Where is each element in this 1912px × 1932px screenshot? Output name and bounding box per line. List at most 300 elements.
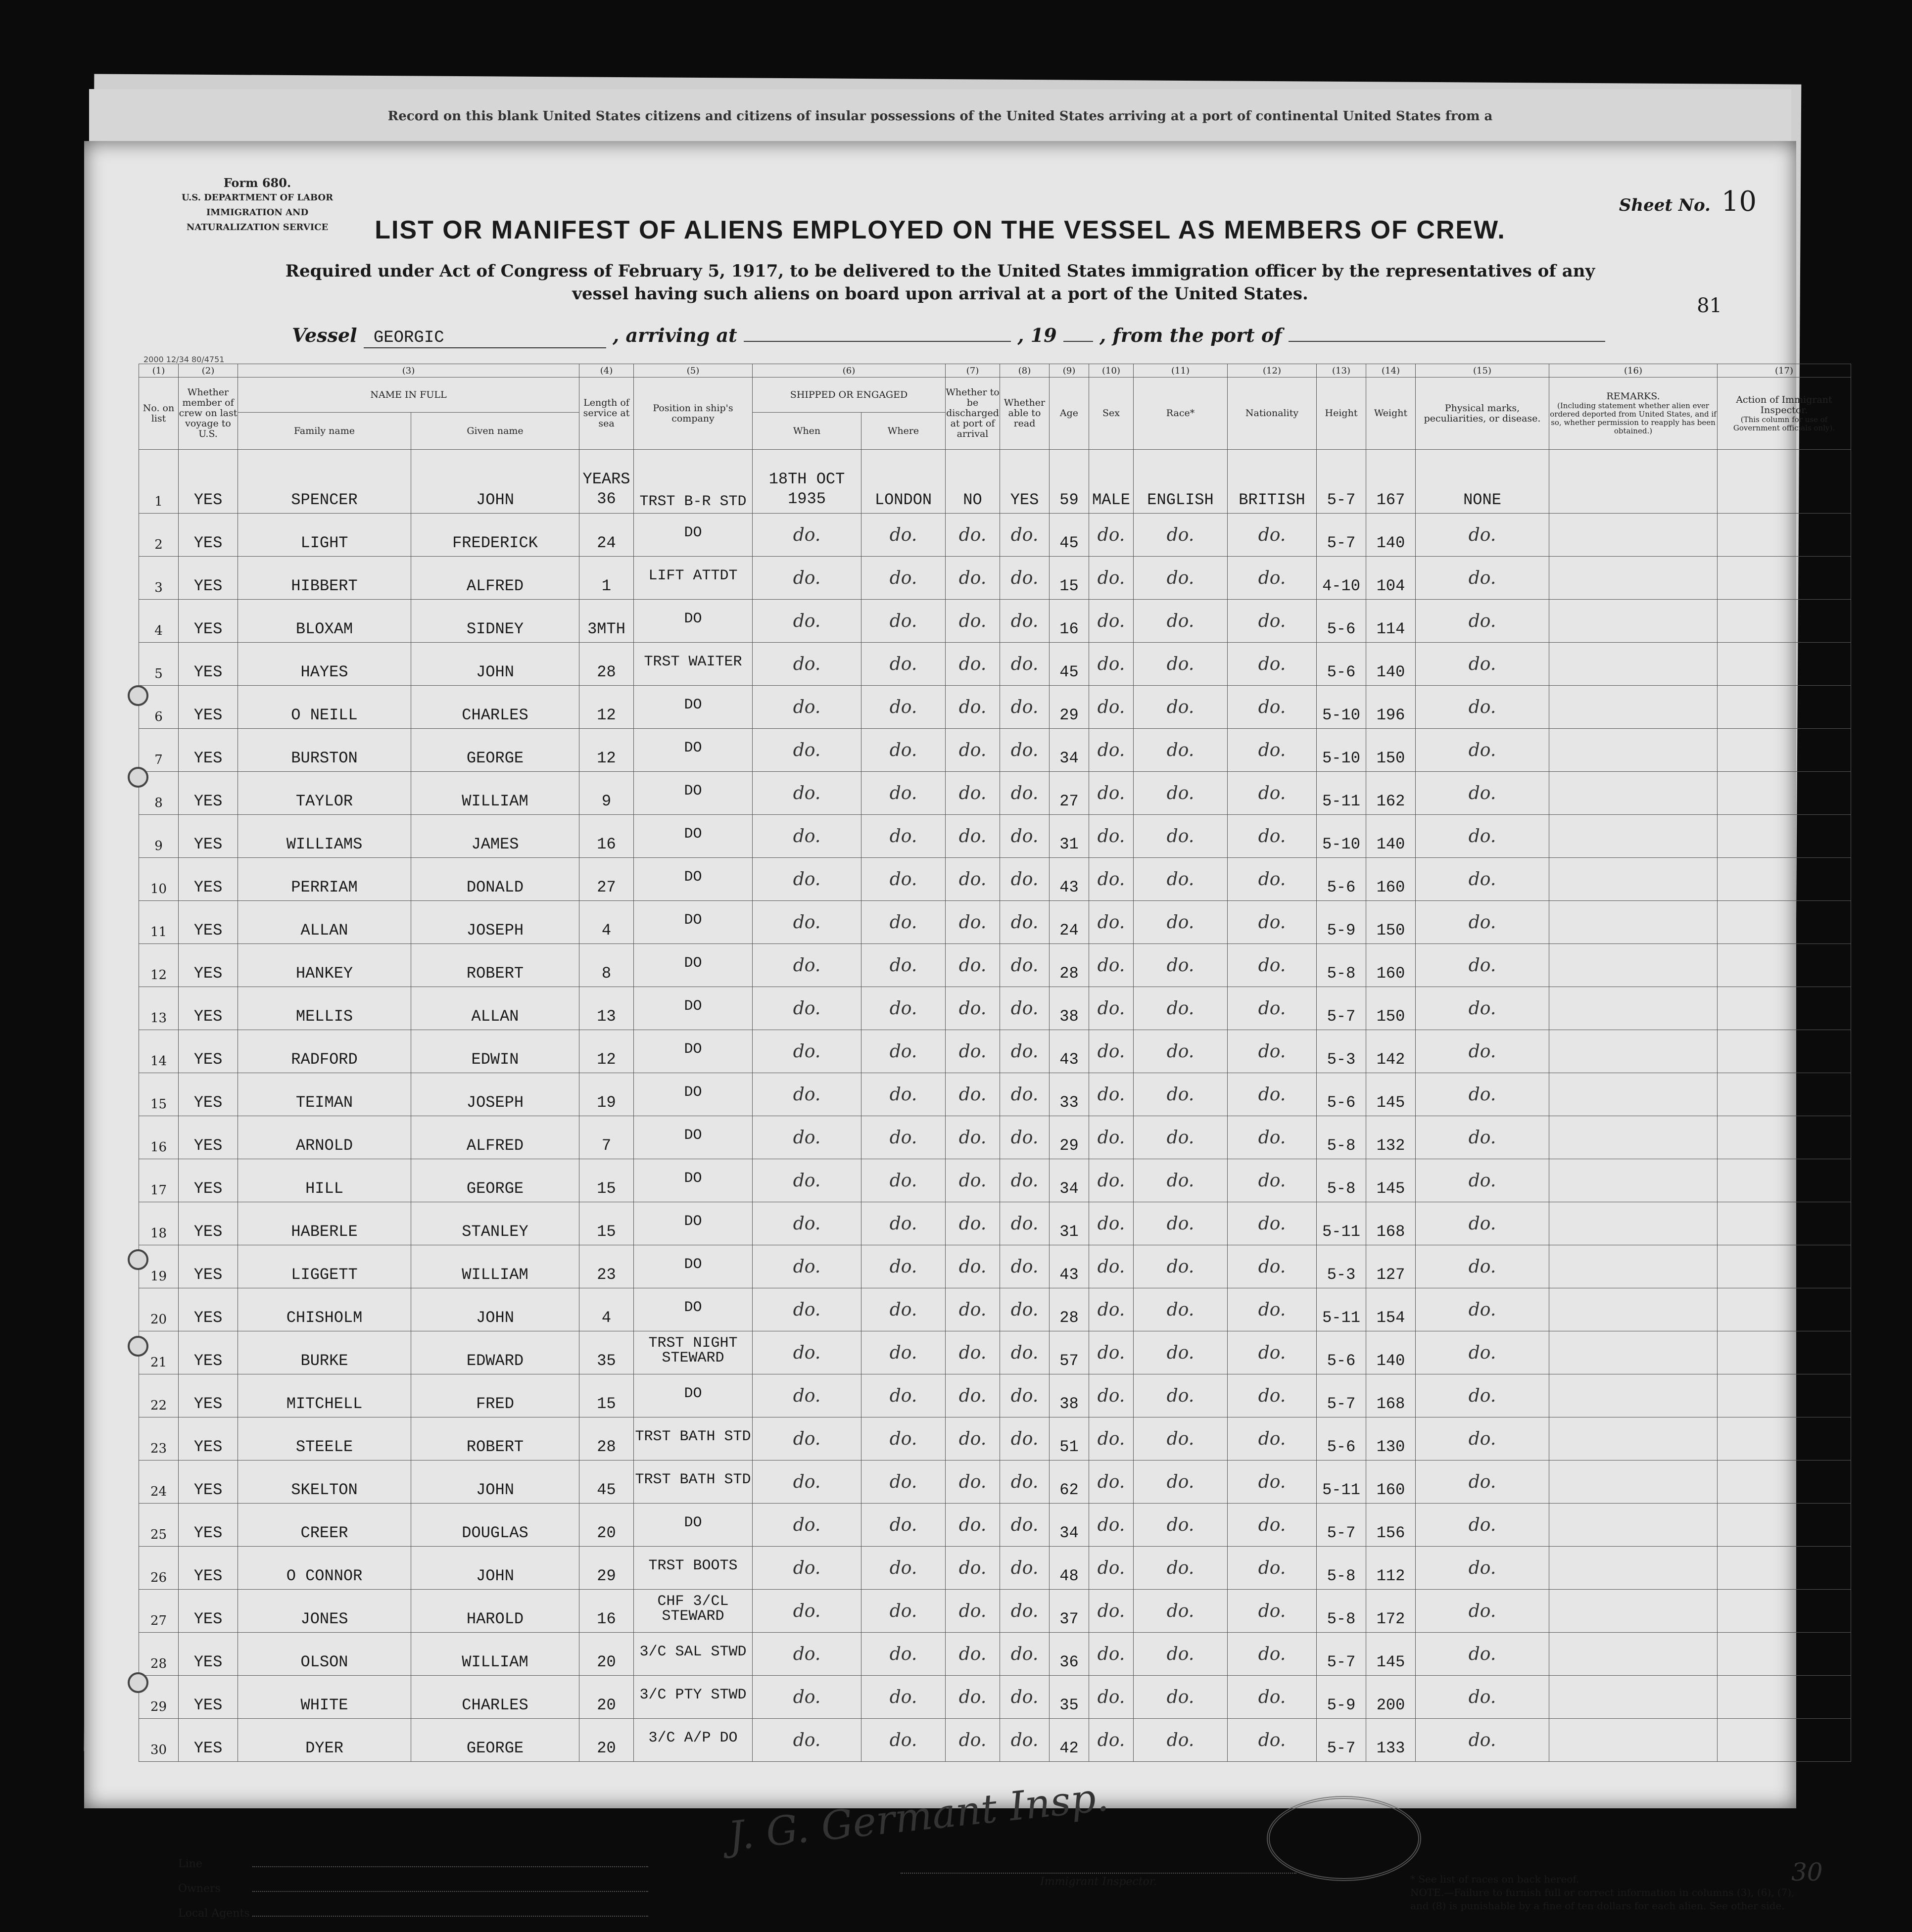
cell-nationality: do.	[1228, 1030, 1317, 1073]
cell-race: do.	[1134, 1504, 1228, 1547]
cell-action	[1718, 514, 1851, 557]
cell-weight: 127	[1366, 1245, 1416, 1288]
cell-physical: do.	[1416, 1676, 1549, 1719]
cell-where: do.	[861, 772, 946, 815]
cell-read: do.	[1000, 1590, 1050, 1633]
table-row	[139, 729, 1851, 772]
cell-position: CHF 3/CL STEWARD	[634, 1590, 753, 1633]
cell-height: 5-7	[1317, 1504, 1366, 1547]
table-row	[139, 987, 1851, 1030]
cell-action	[1718, 1719, 1851, 1762]
header-action-title: Action of Immigrant Inspector.	[1736, 394, 1832, 416]
vessel-label: Vessel	[292, 324, 357, 346]
cell-action	[1718, 1030, 1851, 1073]
cell-read: do.	[1000, 858, 1050, 901]
crew-rows	[139, 450, 1851, 1762]
cell-age: 51	[1050, 1417, 1089, 1461]
cell-no: 9	[139, 815, 179, 858]
cell-read: do.	[1000, 1030, 1050, 1073]
cell-length: 15	[579, 1374, 634, 1417]
cell-family: LIGGETT	[238, 1245, 411, 1288]
cell-nationality: do.	[1228, 643, 1317, 686]
col-num: (4)	[579, 364, 634, 377]
cell-sex: do.	[1089, 1504, 1134, 1547]
cell-family: HILL	[238, 1159, 411, 1202]
header-remarks	[1549, 377, 1718, 450]
cell-race: do.	[1134, 944, 1228, 987]
cell-member: YES	[179, 1374, 238, 1417]
cell-height: 5-7	[1317, 1633, 1366, 1676]
cell-position: 3/C A/P DO	[634, 1719, 753, 1762]
cell-position: DO	[634, 1288, 753, 1331]
cell-position: DO	[634, 1504, 753, 1547]
cell-where: do.	[861, 987, 946, 1030]
print-reference: 2000 12/34 80/4751	[143, 355, 225, 364]
cell-action	[1718, 1288, 1851, 1331]
cell-family: DYER	[238, 1719, 411, 1762]
cell-discharged: do.	[946, 1676, 1000, 1719]
cell-position: TRST NIGHT STEWARD	[634, 1331, 753, 1374]
header-weight: Weight	[1366, 377, 1416, 450]
header-age: Age	[1050, 377, 1089, 450]
cell-member: YES	[179, 1159, 238, 1202]
from-port-label: , from the port of	[1099, 324, 1282, 346]
cell-nationality: do.	[1228, 944, 1317, 987]
cell-given: WILLIAM	[411, 772, 579, 815]
cell-length: 13	[579, 987, 634, 1030]
cell-nationality: BRITISH	[1228, 450, 1317, 514]
cell-member: YES	[179, 1116, 238, 1159]
cell-sex: do.	[1089, 1073, 1134, 1116]
cell-physical: do.	[1416, 1590, 1549, 1633]
cell-position: DO	[634, 1116, 753, 1159]
cell-no: 8	[139, 772, 179, 815]
cell-physical: do.	[1416, 1202, 1549, 1245]
cell-weight: 160	[1366, 1461, 1416, 1504]
cell-age: 24	[1050, 901, 1089, 944]
cell-no: 5	[139, 643, 179, 686]
cell-member: YES	[179, 1547, 238, 1590]
cell-remarks	[1549, 1719, 1718, 1762]
cell-sex: do.	[1089, 901, 1134, 944]
header-name-in-full: NAME IN FULL	[238, 377, 579, 413]
line-blank	[252, 1866, 648, 1867]
cell-action	[1718, 1417, 1851, 1461]
cell-discharged: do.	[946, 1590, 1000, 1633]
table-row	[139, 1676, 1851, 1719]
header-no-on-list: No. on list	[139, 377, 179, 450]
cell-length: 12	[579, 1030, 634, 1073]
cell-nationality: do.	[1228, 1461, 1317, 1504]
header-when: When	[753, 413, 861, 450]
footer-line	[178, 1858, 648, 1883]
cell-family: CREER	[238, 1504, 411, 1547]
cell-nationality: do.	[1228, 1504, 1317, 1547]
cell-height: 5-8	[1317, 944, 1366, 987]
cell-no: 22	[139, 1374, 179, 1417]
cell-given: ALFRED	[411, 1116, 579, 1159]
col-num: (15)	[1416, 364, 1549, 377]
cell-when: do.	[753, 1374, 861, 1417]
cell-position: TRST BATH STD	[634, 1417, 753, 1461]
cell-length: 20	[579, 1719, 634, 1762]
cell-member: YES	[179, 1504, 238, 1547]
cell-given: CHARLES	[411, 1676, 579, 1719]
cell-family: HAYES	[238, 643, 411, 686]
cell-age: 16	[1050, 600, 1089, 643]
cell-weight: 133	[1366, 1719, 1416, 1762]
cell-physical: do.	[1416, 1719, 1549, 1762]
cell-remarks	[1549, 1504, 1718, 1547]
cell-family: HANKEY	[238, 944, 411, 987]
cell-age: 43	[1050, 1030, 1089, 1073]
cell-length: 20	[579, 1504, 634, 1547]
cell-where: do.	[861, 1461, 946, 1504]
corner-mark: 30	[1791, 1858, 1823, 1886]
cell-length: 24	[579, 514, 634, 557]
cell-given: JOHN	[411, 1288, 579, 1331]
cell-member: YES	[179, 1461, 238, 1504]
cell-member: YES	[179, 815, 238, 858]
cell-age: 31	[1050, 1202, 1089, 1245]
cell-remarks	[1549, 1374, 1718, 1417]
cell-weight: 196	[1366, 686, 1416, 729]
cell-family: O CONNOR	[238, 1547, 411, 1590]
cell-sex: do.	[1089, 643, 1134, 686]
cell-nationality: do.	[1228, 1590, 1317, 1633]
cell-read: do.	[1000, 1331, 1050, 1374]
cell-no: 1	[139, 450, 179, 514]
binder-ring	[128, 1672, 148, 1693]
cell-where: do.	[861, 944, 946, 987]
cell-when: do.	[753, 987, 861, 1030]
manifest-sheet	[84, 141, 1835, 1920]
cell-height: 5-6	[1317, 1073, 1366, 1116]
service-name: IMMIGRATION AND NATURALIZATION SERVICE	[186, 207, 329, 233]
cell-weight: 156	[1366, 1504, 1416, 1547]
col-num: (1)	[139, 364, 179, 377]
cell-weight: 160	[1366, 858, 1416, 901]
cell-weight: 167	[1366, 450, 1416, 514]
binder-ring	[128, 685, 148, 706]
when-line-1: 18TH OCT	[768, 470, 845, 488]
cell-where: do.	[861, 1245, 946, 1288]
cell-age: 57	[1050, 1331, 1089, 1374]
cell-height: 5-7	[1317, 987, 1366, 1030]
cell-weight: 112	[1366, 1547, 1416, 1590]
cell-member: YES	[179, 1719, 238, 1762]
cell-position: TRST B-R STD	[634, 450, 753, 514]
cell-weight: 145	[1366, 1633, 1416, 1676]
cell-when: do.	[753, 1547, 861, 1590]
cell-physical: do.	[1416, 1159, 1549, 1202]
cell-when: do.	[753, 1245, 861, 1288]
cell-no: 17	[139, 1159, 179, 1202]
cell-height: 5-10	[1317, 686, 1366, 729]
cell-length: 20	[579, 1676, 634, 1719]
col-num: (3)	[238, 364, 579, 377]
cell-height: 5-11	[1317, 1202, 1366, 1245]
cell-remarks	[1549, 858, 1718, 901]
cell-position: TRST WAITER	[634, 643, 753, 686]
cell-when: do.	[753, 1676, 861, 1719]
table-row	[139, 1417, 1851, 1461]
cell-height: 5-10	[1317, 815, 1366, 858]
cell-no: 23	[139, 1417, 179, 1461]
when-line-2: 1935	[788, 490, 826, 508]
cell-read: do.	[1000, 1288, 1050, 1331]
cell-discharged: do.	[946, 1159, 1000, 1202]
cell-read: do.	[1000, 557, 1050, 600]
cell-given: ALLAN	[411, 987, 579, 1030]
cell-no: 11	[139, 901, 179, 944]
cell-length: 16	[579, 815, 634, 858]
cell-height: 5-9	[1317, 1676, 1366, 1719]
cell-no: 27	[139, 1590, 179, 1633]
cell-family: LIGHT	[238, 514, 411, 557]
cell-physical: NONE	[1416, 450, 1549, 514]
col-num: (7)	[946, 364, 1000, 377]
cell-where: do.	[861, 815, 946, 858]
cell-given: JOHN	[411, 450, 579, 514]
cell-length: 16	[579, 1590, 634, 1633]
cell-race: do.	[1134, 557, 1228, 600]
cell-age: 45	[1050, 514, 1089, 557]
header-shipped-engaged: SHIPPED OR ENGAGED	[753, 377, 946, 413]
cell-when: do.	[753, 1159, 861, 1202]
cell-age: 45	[1050, 643, 1089, 686]
year-label: , 19	[1017, 324, 1057, 346]
cell-race: do.	[1134, 1374, 1228, 1417]
cell-age: 43	[1050, 1245, 1089, 1288]
cell-weight: 130	[1366, 1417, 1416, 1461]
cell-age: 62	[1050, 1461, 1089, 1504]
cell-no: 7	[139, 729, 179, 772]
page-number: 81	[1697, 294, 1722, 317]
cell-family: STEELE	[238, 1417, 411, 1461]
cell-member: YES	[179, 450, 238, 514]
cell-physical: do.	[1416, 729, 1549, 772]
cell-no: 29	[139, 1676, 179, 1719]
col-num: (17)	[1718, 364, 1851, 377]
cell-sex: do.	[1089, 1159, 1134, 1202]
cell-nationality: do.	[1228, 1676, 1317, 1719]
cell-nationality: do.	[1228, 1331, 1317, 1374]
cell-remarks	[1549, 600, 1718, 643]
table-row	[139, 1719, 1851, 1762]
cell-race: do.	[1134, 1030, 1228, 1073]
col-num: (10)	[1089, 364, 1134, 377]
cell-given: WILLIAM	[411, 1245, 579, 1288]
cell-family: TEIMAN	[238, 1073, 411, 1116]
col-num: (5)	[634, 364, 753, 377]
cell-race: do.	[1134, 1116, 1228, 1159]
cell-position: DO	[634, 514, 753, 557]
cell-when: do.	[753, 944, 861, 987]
cell-age: 35	[1050, 1676, 1089, 1719]
cell-race: do.	[1134, 1633, 1228, 1676]
cell-physical: do.	[1416, 1288, 1549, 1331]
cell-age: 42	[1050, 1719, 1089, 1762]
cell-position: 3/C PTY STWD	[634, 1676, 753, 1719]
cell-read: do.	[1000, 600, 1050, 643]
arriving-label: , arriving at	[613, 324, 737, 346]
cell-no: 2	[139, 514, 179, 557]
cell-where: do.	[861, 858, 946, 901]
cell-discharged: do.	[946, 1461, 1000, 1504]
cell-when: do.	[753, 1504, 861, 1547]
table-row	[139, 1633, 1851, 1676]
cell-race: ENGLISH	[1134, 450, 1228, 514]
penalty-note: NOTE.—Failure to furnish full or correct information in columns (3), (6), (7), and (8) is punishable by a fine of ten dollars for each alien. See other side.	[1410, 1886, 1795, 1912]
cell-given: GEORGE	[411, 729, 579, 772]
cell-family: SPENCER	[238, 450, 411, 514]
cell-sex: do.	[1089, 987, 1134, 1030]
cell-discharged: do.	[946, 1073, 1000, 1116]
cell-weight: 140	[1366, 643, 1416, 686]
cell-discharged: do.	[946, 1417, 1000, 1461]
cell-age: 15	[1050, 557, 1089, 600]
table-row	[139, 1461, 1851, 1504]
table-row	[139, 1202, 1851, 1245]
cell-age: 33	[1050, 1073, 1089, 1116]
cell-no: 16	[139, 1116, 179, 1159]
header-where: Where	[861, 413, 946, 450]
header-given-name: Given name	[411, 413, 579, 450]
cell-member: YES	[179, 686, 238, 729]
cell-race: do.	[1134, 1719, 1228, 1762]
cell-discharged: do.	[946, 729, 1000, 772]
cell-member: YES	[179, 514, 238, 557]
cell-family: OLSON	[238, 1633, 411, 1676]
cell-given: FRED	[411, 1374, 579, 1417]
cell-when: do.	[753, 1461, 861, 1504]
cell-where: do.	[861, 1633, 946, 1676]
cell-race: do.	[1134, 514, 1228, 557]
cell-length: 12	[579, 686, 634, 729]
cell-height: 5-11	[1317, 1461, 1366, 1504]
cell-nationality: do.	[1228, 729, 1317, 772]
col-num: (16)	[1549, 364, 1718, 377]
cell-remarks	[1549, 1116, 1718, 1159]
cell-action	[1718, 1202, 1851, 1245]
header-action-inspector	[1718, 377, 1851, 450]
cell-nationality: do.	[1228, 514, 1317, 557]
cell-age: 28	[1050, 1288, 1089, 1331]
cell-race: do.	[1134, 1331, 1228, 1374]
cell-when: do.	[753, 1030, 861, 1073]
cell-position: DO	[634, 1159, 753, 1202]
cell-position: DO	[634, 987, 753, 1030]
cell-member: YES	[179, 858, 238, 901]
cell-remarks	[1549, 815, 1718, 858]
cell-nationality: do.	[1228, 1288, 1317, 1331]
cell-remarks	[1549, 450, 1718, 514]
cell-physical: do.	[1416, 1417, 1549, 1461]
cell-physical: do.	[1416, 1116, 1549, 1159]
cell-weight: 200	[1366, 1676, 1416, 1719]
table-row	[139, 1547, 1851, 1590]
cell-weight: 142	[1366, 1030, 1416, 1073]
cell-position: DO	[634, 1030, 753, 1073]
cell-where: do.	[861, 557, 946, 600]
cell-given: JOSEPH	[411, 1073, 579, 1116]
col-num: (2)	[179, 364, 238, 377]
cell-physical: do.	[1416, 815, 1549, 858]
cell-read: do.	[1000, 1504, 1050, 1547]
header-height: Height	[1317, 377, 1366, 450]
cell-when: do.	[753, 815, 861, 858]
cell-when: do.	[753, 557, 861, 600]
cell-physical: do.	[1416, 1073, 1549, 1116]
cell-action	[1718, 1676, 1851, 1719]
cell-physical: do.	[1416, 643, 1549, 686]
cell-age: 28	[1050, 944, 1089, 987]
cell-position: DO	[634, 1073, 753, 1116]
cell-sex: do.	[1089, 1719, 1134, 1762]
cell-discharged: do.	[946, 815, 1000, 858]
cell-family: WILLIAMS	[238, 815, 411, 858]
cell-race: do.	[1134, 901, 1228, 944]
cell-member: YES	[179, 1590, 238, 1633]
cell-discharged: do.	[946, 514, 1000, 557]
cell-sex: do.	[1089, 1030, 1134, 1073]
cell-weight: 162	[1366, 772, 1416, 815]
cell-read: do.	[1000, 1073, 1050, 1116]
cell-member: YES	[179, 901, 238, 944]
col-num: (8)	[1000, 364, 1050, 377]
cell-where: do.	[861, 1073, 946, 1116]
cell-nationality: do.	[1228, 815, 1317, 858]
cell-race: do.	[1134, 1590, 1228, 1633]
cell-read: do.	[1000, 729, 1050, 772]
cell-discharged: do.	[946, 1288, 1000, 1331]
footer-owners	[178, 1883, 648, 1907]
cell-when: do.	[753, 600, 861, 643]
cell-height: 5-7	[1317, 450, 1366, 514]
cell-length: 35	[579, 1331, 634, 1374]
arriving-port-blank	[744, 341, 1011, 342]
cell-nationality: do.	[1228, 1159, 1317, 1202]
vessel-name: GEORGIC	[364, 329, 606, 348]
table-row	[139, 1159, 1851, 1202]
cell-no: 12	[139, 944, 179, 987]
cell-family: BURKE	[238, 1331, 411, 1374]
cell-physical: do.	[1416, 557, 1549, 600]
cell-discharged: do.	[946, 1116, 1000, 1159]
table-row	[139, 1590, 1851, 1633]
footer-fields	[178, 1858, 648, 1932]
cell-read: do.	[1000, 1374, 1050, 1417]
cell-nationality: do.	[1228, 1374, 1317, 1417]
form-number: Form 680.	[223, 176, 291, 190]
cell-height: 5-7	[1317, 1374, 1366, 1417]
cell-position: LIFT ATTDT	[634, 557, 753, 600]
header-remarks-sub: (Including statement whether alien ever ordered deported from United States, and if so, whether permission to reapply has been obtained.)	[1550, 401, 1717, 435]
footer-note	[1410, 1873, 1796, 1913]
cell-remarks	[1549, 1461, 1718, 1504]
cell-weight: 145	[1366, 1073, 1416, 1116]
header-race: Race*	[1134, 377, 1228, 450]
binder-ring	[128, 767, 148, 788]
cell-member: YES	[179, 987, 238, 1030]
cell-weight: 150	[1366, 901, 1416, 944]
cell-sex: do.	[1089, 1288, 1134, 1331]
cell-given: ROBERT	[411, 1417, 579, 1461]
cell-family: BURSTON	[238, 729, 411, 772]
cell-read: YES	[1000, 450, 1050, 514]
header-row-1	[139, 377, 1851, 413]
